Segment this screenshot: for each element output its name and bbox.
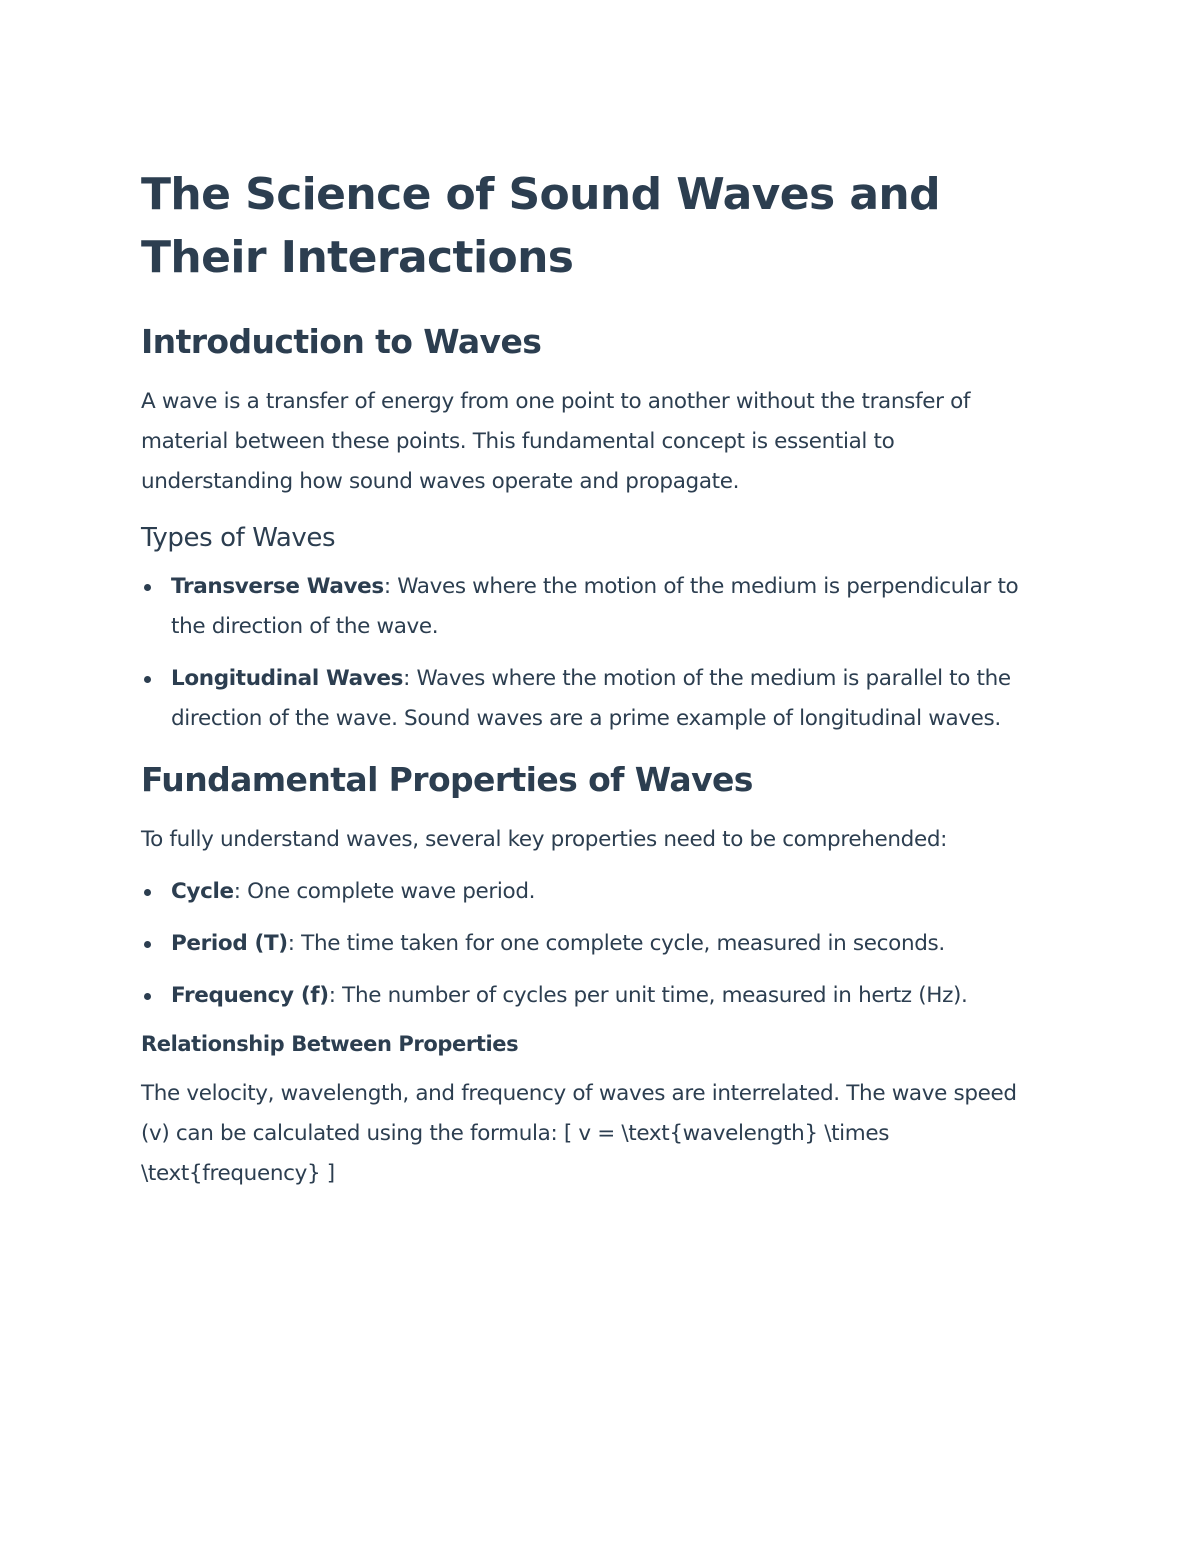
subheading-types-of-waves: Types of Waves bbox=[141, 523, 336, 553]
properties-paragraph: To fully understand waves, several key properties need to be comprehended: bbox=[141, 827, 948, 852]
term-frequency: Frequency (f) bbox=[171, 983, 329, 1008]
list-item-frequency bbox=[141, 976, 1050, 1016]
definition-transverse-waves: : Waves where the motion of the medium is perpendicular to the direction of the wave. bbox=[171, 574, 1019, 639]
term-period: Period (T) bbox=[171, 931, 288, 956]
list-item-longitudinal-waves bbox=[141, 659, 1050, 739]
definition-cycle: : One complete wave period. bbox=[233, 879, 536, 904]
section-heading-introduction: Introduction to Waves bbox=[141, 322, 542, 361]
list-item-cycle bbox=[141, 872, 1050, 912]
intro-paragraph: A wave is a transfer of energy from one point to another without the transfer of material between these points. This fundamental concept is essential to understanding how sound waves operate and propagate. bbox=[141, 389, 971, 494]
term-transverse-waves: Transverse Waves bbox=[171, 574, 384, 599]
document-title: The Science of Sound Waves and Their Interactions bbox=[141, 169, 941, 283]
definition-period: : The time taken for one complete cycle, measured in seconds. bbox=[287, 931, 945, 956]
term-cycle: Cycle bbox=[171, 879, 234, 904]
relationship-paragraph: The velocity, wavelength, and frequency of waves are interrelated. The wave speed (v) can be calculated using the formula: [ v = \text{wavelength} \times \text{frequency} ] bbox=[141, 1081, 1017, 1186]
types-of-waves-list bbox=[141, 567, 1050, 739]
list-item-period bbox=[141, 924, 1050, 964]
definition-frequency: : The number of cycles per unit time, measured in hertz (Hz). bbox=[328, 983, 968, 1008]
section-heading-fundamental-properties: Fundamental Properties of Waves bbox=[141, 760, 753, 799]
term-longitudinal-waves: Longitudinal Waves bbox=[171, 666, 404, 691]
section-fundamental-properties bbox=[141, 758, 1050, 1194]
properties-list bbox=[141, 872, 1050, 1016]
section-introduction bbox=[141, 320, 1050, 739]
subheading-relationship-between-properties: Relationship Between Properties bbox=[141, 1032, 519, 1056]
definition-longitudinal-waves: : Waves where the motion of the medium is parallel to the direction of the wave. Sound waves are a prime example of longitudinal waves. bbox=[171, 666, 1011, 731]
list-item-transverse-waves bbox=[141, 567, 1050, 647]
